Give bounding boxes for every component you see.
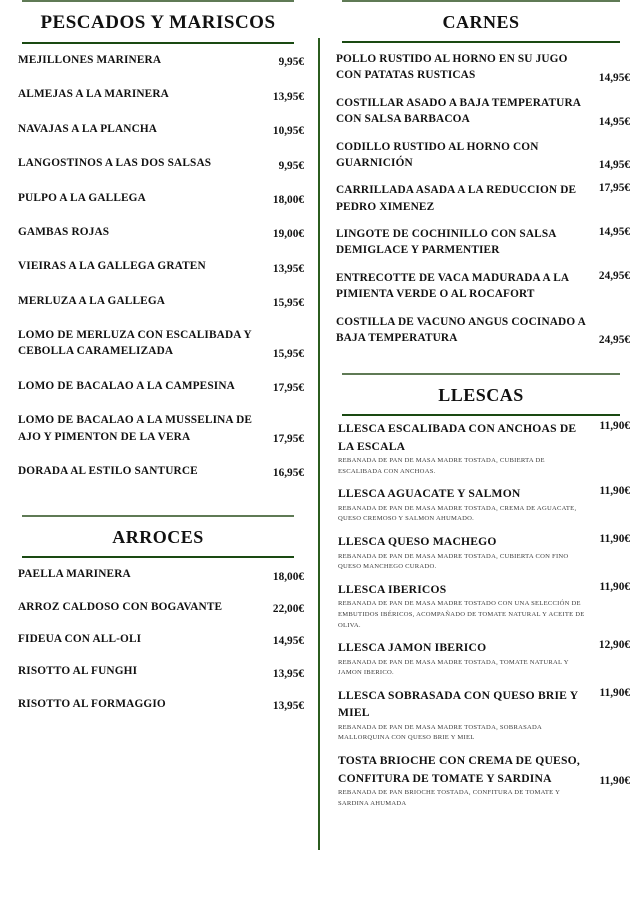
- menu-item-row: [12, 190, 304, 206]
- menu-item-name: TOSTA BRIOCHE CON CREMA DE QUESO, CONFITURA DE TOMATE Y SARDINA: [338, 754, 580, 785]
- menu-item-name: CARRILLADA ASADA A LA REDUCCION DE PEDRO XIMENEZ: [336, 184, 577, 213]
- menu-item-name: LLESCA IBERICOS: [338, 582, 447, 596]
- menu-item-row: [332, 420, 630, 477]
- section-pescados-header: [12, 0, 304, 44]
- menu-item-row: [12, 121, 304, 137]
- menu-item-name: COSTILLAR ASADO A BAJA TEMPERATURA CON SALSA BARBACOA: [336, 96, 581, 126]
- menu-item-name: LLESCA ESCALIBADA CON ANCHOAS DE LA ESCALA: [338, 422, 577, 453]
- menu-item-row: [12, 463, 304, 479]
- menu-item-row: [12, 258, 304, 274]
- menu-item-price: 11,90€: [599, 774, 630, 787]
- menu-item-row: [12, 696, 304, 712]
- menu-item-price: 13,95€: [272, 667, 304, 680]
- menu-item-name: PULPO A LA GALLEGA: [18, 191, 146, 204]
- menu-item-price: 16,95€: [272, 467, 304, 480]
- column-divider-rule: [318, 38, 320, 850]
- menu-item-price: 19,00€: [272, 228, 304, 241]
- menu-item-price: 14,95€: [598, 159, 630, 172]
- menu-item-price: 18,00€: [272, 193, 304, 206]
- menu-item-row: [332, 533, 630, 573]
- menu-item-row: [332, 485, 630, 525]
- menu-item-name: CODILLO RUSTIDO AL HORNO CON GUARNICIÓN: [336, 140, 539, 169]
- section-llescas-header: [332, 373, 630, 416]
- menu-item-price: 15,95€: [272, 297, 304, 309]
- menu-item-price: 13,95€: [272, 700, 304, 713]
- menu-item-price: 24,95€: [598, 334, 630, 347]
- section-title-carnes: CARNES: [442, 12, 520, 32]
- menu-item-price: 14,95€: [598, 115, 630, 128]
- menu-item-head: [338, 752, 630, 787]
- menu-item-name: LANGOSTINOS A LAS DOS SALSAS: [18, 157, 212, 170]
- menu-item-head: [338, 581, 630, 598]
- section-arroces-items: [12, 558, 304, 712]
- menu-item-name: POLLO RUSTIDO AL HORNO EN SU JUGO CON PATATAS RUSTICAS: [336, 53, 568, 82]
- menu-item-price: 13,95€: [272, 90, 304, 103]
- menu-item-name: MEJILLONES MARINERA: [18, 54, 162, 66]
- section-carnes-items: [332, 43, 630, 346]
- menu-item-row: [332, 226, 630, 259]
- section-llescas-items: [332, 416, 630, 809]
- menu-item-description: REBANADA DE PAN DE MASA MADRE TOSTADA, SOBRASADA MALLORQUINA CON QUESO BRIE Y MIEL: [338, 723, 542, 742]
- menu-item-price: 17,95€: [272, 382, 304, 395]
- menu-item-description: REBANADA DE PAN DE MASA MADRE TOSTADA, CREMA DE AGUACATE, QUESO CREMOSO Y SALMON AHUMADO.: [338, 504, 577, 523]
- menu-item-description: REBANADA DE PAN DE MASA MADRE TOSTADA, TOMATE NATURAL Y JAMON IBERICO.: [338, 658, 569, 677]
- menu-item-name: ARROZ CALDOSO CON BOGAVANTE: [18, 600, 223, 613]
- menu-item-price: 9,95€: [278, 159, 304, 172]
- menu-item-price: 14,95€: [272, 635, 304, 648]
- section-carnes-header: [332, 0, 630, 43]
- menu-item-price: 17,95€: [272, 432, 304, 445]
- menu-item-head: [338, 639, 630, 656]
- menu-item-name: LLESCA JAMON IBERICO: [338, 641, 487, 655]
- menu-item-name: LLESCA SOBRASADA CON QUESO BRIE Y MIEL: [338, 688, 578, 720]
- menu-item-row: [12, 224, 304, 240]
- menu-item-name: VIEIRAS A LA GALLEGA GRATEN: [18, 260, 206, 273]
- menu-item-row: [12, 86, 304, 102]
- menu-item-row: [332, 51, 630, 84]
- menu-item-price: 13,95€: [272, 262, 304, 275]
- menu-item-description: REBANADA DE PAN DE MASA MADRE TOSTADO CON UNA SELECCIÓN DE EMBUTIDOS IBÉRICOS, ACOMPAÑADO DE TOMATE NATURAL Y ACEITE DE OLIVA.: [338, 600, 585, 629]
- menu-item-row: [332, 314, 630, 347]
- menu-item-name: RISOTTO AL FUNGHI: [18, 665, 138, 678]
- menu-item-row: [332, 139, 630, 172]
- left-column: [0, 0, 318, 905]
- menu-item-name: NAVAJAS A LA PLANCHA: [18, 122, 158, 135]
- menu-item-price: 11,90€: [599, 485, 630, 498]
- menu-item-name: RISOTTO AL FORMAGGIO: [18, 697, 166, 710]
- menu-item-name: LLESCA QUESO MACHEGO: [338, 535, 497, 549]
- menu-item-row: [332, 581, 630, 631]
- menu-item-price: 14,95€: [598, 226, 630, 238]
- section-spacer: [332, 357, 630, 373]
- menu-item-row: [12, 599, 304, 615]
- section-title-pescados: PESCADOS Y MARISCOS: [40, 12, 276, 33]
- menu-item-row: [12, 52, 304, 68]
- section-arroces-header: [12, 515, 304, 558]
- menu-item-price: 18,00€: [272, 570, 304, 583]
- menu-item-row: [332, 752, 630, 809]
- menu-item-price: 11,90€: [599, 580, 630, 593]
- menu-item-description: REBANADA DE PAN DE MASA MADRE TOSTADA, CUBIERTA DE ESCALIBADA CON ANCHOAS.: [338, 457, 545, 475]
- menu-item-name: LOMO DE BACALAO A LA MUSSELINA DE AJO Y PIMENTON DE LA VERA: [18, 414, 253, 443]
- menu-item-name: ENTRECOTTE DE VACA MADURADA A LA PIMIENTA VERDE O AL ROCAFORT: [336, 271, 569, 301]
- menu-item-head: [338, 485, 630, 502]
- menu-item-price: 15,95€: [272, 347, 304, 360]
- menu-item-price: 10,95€: [272, 125, 304, 138]
- menu-item-row: [12, 155, 304, 171]
- menu-item-price: 11,90€: [599, 686, 630, 699]
- menu-item-price: 24,95€: [598, 269, 630, 282]
- menu-item-name: LOMO DE BACALAO A LA CAMPESINA: [18, 379, 235, 392]
- section-title-arroces: ARROCES: [112, 527, 204, 548]
- section-pescados-items: [12, 44, 304, 479]
- menu-item-name: DORADA AL ESTILO SANTURCE: [18, 464, 198, 477]
- menu-item-name: MERLUZA A LA GALLEGA: [18, 294, 166, 307]
- menu-item-row: [12, 631, 304, 647]
- menu-item-description: REBANADA DE PAN BRIOCHE TOSTADA, CONFITURA DE TOMATE Y SARDINA AHUMADA: [338, 788, 560, 807]
- menu-item-row: [12, 327, 304, 360]
- menu-item-price: 9,95€: [278, 56, 304, 69]
- menu-item-row: [12, 293, 304, 309]
- menu-item-row: [332, 687, 630, 744]
- menu-item-price: 17,95€: [598, 182, 630, 195]
- menu-item-row: [332, 270, 630, 303]
- section-spacer: [12, 497, 304, 515]
- menu-item-price: 12,90€: [598, 639, 630, 652]
- menu-item-name: FIDEUA CON ALL-OLI: [18, 633, 142, 645]
- menu-item-description: REBANADA DE PAN DE MASA MADRE TOSTADA, CUBIERTA CON FINO QUESO MANCHEGO CURADO.: [338, 552, 569, 571]
- menu-item-row: [12, 412, 304, 445]
- menu-item-name: COSTILLA DE VACUNO ANGUS COCINADO A BAJA TEMPERATURA: [336, 315, 586, 344]
- menu-item-head: [338, 687, 630, 722]
- menu-item-price: 11,90€: [599, 533, 630, 546]
- menu-item-name: LOMO DE MERLUZA CON ESCALIBADA Y CEBOLLA CARAMELIZADA: [18, 329, 252, 358]
- menu-item-price: 22,00€: [272, 603, 304, 615]
- menu-item-name: ALMEJAS A LA MARINERA: [18, 88, 169, 101]
- menu-item-row: [332, 182, 630, 215]
- menu-item-name: LLESCA AGUACATE Y SALMON: [338, 487, 521, 501]
- menu-item-row: [332, 639, 630, 679]
- menu-item-price: 14,95€: [598, 71, 630, 84]
- right-column: [318, 0, 640, 905]
- menu-item-row: [12, 378, 304, 394]
- menu-item-name: PAELLA MARINERA: [18, 568, 131, 581]
- menu-item-row: [12, 663, 304, 679]
- section-title-llescas: LLESCAS: [438, 385, 524, 406]
- menu-item-head: [338, 420, 630, 455]
- menu-item-row: [332, 95, 630, 128]
- menu-item-name: LINGOTE DE COCHINILLO CON SALSA DEMIGLACE Y PARMENTIER: [336, 228, 556, 257]
- menu-item-price: 11,90€: [599, 420, 630, 433]
- menu-item-row: [12, 566, 304, 582]
- menu-item-name: GAMBAS ROJAS: [18, 225, 110, 238]
- menu-item-head: [338, 533, 630, 550]
